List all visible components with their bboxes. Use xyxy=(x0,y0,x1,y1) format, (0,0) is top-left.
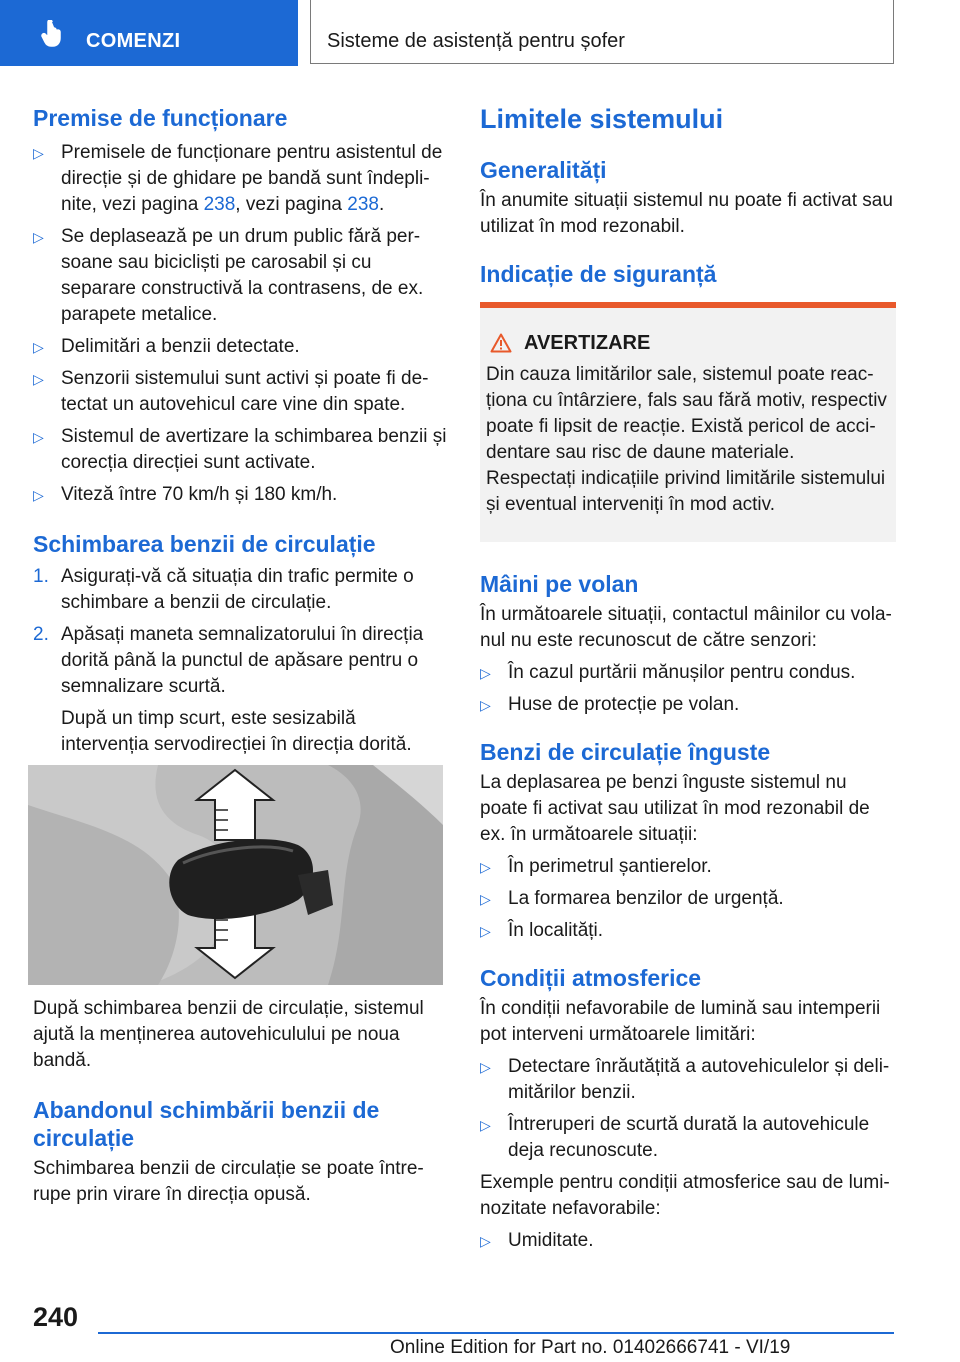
step-text: Asigurați-vă că situația din trafic permite o schimbare a benzii de circulație. xyxy=(61,566,414,613)
warning-box xyxy=(480,302,896,542)
list-item xyxy=(480,692,896,718)
list-item xyxy=(33,224,448,328)
hand-pointer-icon xyxy=(40,20,66,48)
heading-safety: Indicație de siguranță xyxy=(480,261,717,287)
page-link[interactable]: 238 xyxy=(347,194,379,215)
list-text: . xyxy=(378,194,385,215)
list-item xyxy=(480,660,896,686)
list-text: Senzorii sistemului sunt activi și poate fi de-tectat un autovehicul care vine din spate. xyxy=(61,368,429,415)
triangle-bullet-icon: ▷ xyxy=(480,923,491,939)
warning-content xyxy=(480,308,896,542)
narrow-list xyxy=(480,854,896,944)
lever-illustration xyxy=(28,765,443,985)
list-text: În cazul purtării mănușilor pentru condus. xyxy=(508,662,856,683)
left-column-lower xyxy=(33,996,448,1208)
list-item xyxy=(33,366,448,418)
triangle-bullet-icon: ▷ xyxy=(480,697,491,713)
triangle-bullet-icon: ▷ xyxy=(480,665,491,681)
right-column xyxy=(480,100,896,1254)
paragraph: La deplasarea pe benzi înguste sistemul nu poate fi activat sau utilizat în mod rezonabil de ex. în următoarele situații: xyxy=(480,772,870,845)
list-item xyxy=(480,1228,896,1254)
list-item xyxy=(480,854,896,880)
edition-text: Online Edition for Part no. 01402666741 - VI/19 xyxy=(390,1337,791,1358)
list-text: Se deplasează pe un drum public fără per-soane sau bicicliști pe carosabil și cu separare constructivă la contrasens, de ex. parapete metalice. xyxy=(61,226,424,325)
warning-header xyxy=(490,330,888,356)
triangle-bullet-icon: ▷ xyxy=(33,339,44,355)
heading-narrow: Benzi de circulație înguste xyxy=(480,739,771,765)
heading-schimbare: Schimbarea benzii de circulație xyxy=(33,531,376,557)
triangle-bullet-icon: ▷ xyxy=(480,891,491,907)
paragraph: Schimbarea benzii de circulație se poate între-rupe prin virare în direcția opusă. xyxy=(33,1158,424,1205)
section-tab-comenzi[interactable] xyxy=(0,0,298,66)
triangle-bullet-icon: ▷ xyxy=(33,229,44,245)
list-text: La formarea benzilor de urgență. xyxy=(508,888,784,909)
list-text: , vezi pagina xyxy=(235,194,348,215)
list-item xyxy=(33,140,448,218)
list-text: Viteză între 70 km/h și 180 km/h. xyxy=(61,484,338,505)
warning-label: AVERTIZARE xyxy=(524,332,651,354)
list-item xyxy=(33,424,448,476)
heading-weather: Condiții atmosferice xyxy=(480,965,702,991)
chapter-title: Sisteme de asistență pentru șofer xyxy=(327,30,625,52)
list-text: Huse de protecție pe volan. xyxy=(508,694,740,715)
list-text: Delimitări a benzii detectate. xyxy=(61,336,300,357)
heading-premise: Premise de funcționare xyxy=(33,105,288,131)
footer-divider xyxy=(98,1332,894,1334)
list-item xyxy=(480,918,896,944)
list-item xyxy=(480,886,896,912)
list-text: Premisele de funcționare pentru asistentul de direcție și de ghidare pe bandă sunt îndepli-nite, vezi pagina xyxy=(61,142,443,215)
triangle-bullet-icon: ▷ xyxy=(480,1117,491,1133)
list-item xyxy=(480,1054,896,1106)
hands-list xyxy=(480,660,896,718)
triangle-bullet-icon: ▷ xyxy=(480,1059,491,1075)
warning-triangle-icon xyxy=(490,333,512,353)
step-item xyxy=(33,622,448,758)
turn-signal-lever-figure xyxy=(28,765,443,985)
paragraph: În condiții nefavorabile de lumină sau intemperii pot interveni următoarele limitări: xyxy=(480,998,881,1045)
tab-label: COMENZI xyxy=(86,30,181,52)
list-text: Umiditate. xyxy=(508,1230,594,1251)
heading-general: Generalități xyxy=(480,157,607,183)
heading-limits: Limitele sistemului xyxy=(480,104,724,134)
warning-text: Din cauza limitărilor sale, sistemul poate reac-ționa cu întârziere, fals sau fără motiv, respectiv poate fi lipsit de reacție. Există pericol de acci-dentare sau risc de daune materiale. Respectați indicațiile privind limitările sistemului și eventual interveniți în mod activ. xyxy=(486,364,887,515)
weather-examples-list xyxy=(480,1228,896,1254)
list-text: În perimetrul șantierelor. xyxy=(508,856,712,877)
step-number: 2. xyxy=(33,624,49,645)
triangle-bullet-icon: ▷ xyxy=(33,429,44,445)
paragraph: În următoarele situații, contactul mâinilor cu vola-nul nu este recunoscut de către senzori: xyxy=(480,604,892,651)
paragraph: După schimbarea benzii de circulație, sistemul ajută la menținerea autovehiculului pe noua bandă. xyxy=(33,998,424,1071)
step-note: După un timp scurt, este sesizabilă intervenția servodirecției în direcția dorită. xyxy=(61,708,412,755)
page-link[interactable]: 238 xyxy=(203,194,236,215)
weather-list xyxy=(480,1054,896,1164)
heading-hands: Mâini pe volan xyxy=(480,571,639,597)
heading-abandon: Abandonul schimbării benzii de circulație xyxy=(33,1097,380,1151)
paragraph: Exemple pentru condiții atmosferice sau de lumi-nozitate nefavorabile: xyxy=(480,1172,890,1219)
page-header xyxy=(0,0,960,66)
list-text: În localități. xyxy=(508,920,604,941)
triangle-bullet-icon: ▷ xyxy=(480,1233,491,1249)
list-item xyxy=(480,1112,896,1164)
list-text: Sistemul de avertizare la schimbarea benzii și corecția direcției sunt activate. xyxy=(61,426,447,473)
paragraph: În anumite situații sistemul nu poate fi activat sau utilizat în mod rezonabil. xyxy=(480,190,893,237)
step-text: Apăsați maneta semnalizatorului în direcția dorită până la punctul de apăsare pentru o semnalizare scurtă. xyxy=(61,624,424,697)
step-item xyxy=(33,564,448,616)
steps-list xyxy=(33,564,448,758)
premise-list xyxy=(33,140,448,508)
step-number: 1. xyxy=(33,566,49,587)
list-item xyxy=(33,482,448,508)
chapter-title-box xyxy=(310,0,894,64)
left-column xyxy=(33,100,448,758)
triangle-bullet-icon: ▷ xyxy=(33,487,44,503)
page-number: 240 xyxy=(33,1302,79,1332)
list-item xyxy=(33,334,448,360)
triangle-bullet-icon: ▷ xyxy=(33,371,44,387)
triangle-bullet-icon: ▷ xyxy=(480,859,491,875)
triangle-bullet-icon: ▷ xyxy=(33,145,44,161)
list-text: Detectare înrăutățită a autovehiculelor și deli-mitărilor benzii. xyxy=(508,1056,890,1103)
list-text: Întreruperi de scurtă durată la autovehicule deja recunoscute. xyxy=(508,1114,870,1161)
